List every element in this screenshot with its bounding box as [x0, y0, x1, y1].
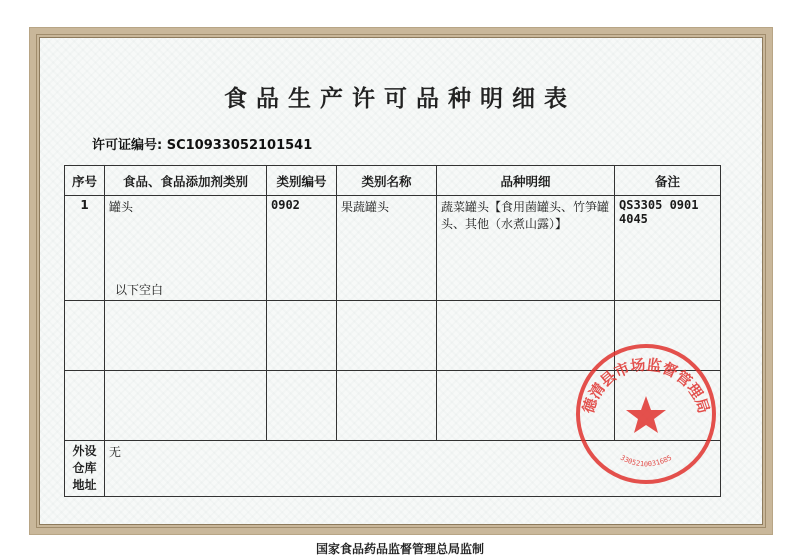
license-number: SC10933052101541 [166, 138, 313, 153]
cell-code: 0902 [267, 196, 337, 301]
seal-star-icon [626, 396, 666, 433]
address-label-line: 地址 [72, 478, 97, 492]
cell-category [105, 196, 267, 301]
empty-cell [105, 301, 267, 371]
empty-cell [337, 301, 437, 371]
empty-cell [337, 371, 437, 441]
address-label-line: 仓库 [72, 461, 97, 475]
empty-cell [267, 301, 337, 371]
header-category: 食品、食品添加剂类别 [105, 166, 267, 196]
empty-cell [65, 301, 105, 371]
header-seq: 序号 [65, 166, 105, 196]
header-name: 类别名称 [337, 166, 437, 196]
empty-cell [65, 371, 105, 441]
license-line [92, 134, 312, 153]
address-label-line: 外设 [72, 444, 97, 458]
seal-text: 德清县市场监督管理局 [579, 355, 713, 416]
cell-detail: 蔬菜罐头【食用菌罐头、竹笋罐头、其他（水煮山露）】 [437, 196, 615, 301]
table-row [65, 196, 721, 301]
empty-cell [105, 371, 267, 441]
address-label [65, 441, 105, 497]
license-label: 许可证编号: [92, 138, 163, 153]
cell-name: 果蔬罐头 [337, 196, 437, 301]
official-seal-icon [572, 340, 720, 488]
cell-seq: 1 [65, 196, 105, 301]
footer-issuer: 国家食品药品监督管理总局监制 [315, 542, 484, 556]
address-value: 无 [105, 441, 721, 497]
header-code: 类别编号 [267, 166, 337, 196]
seal-number: 3305210031685 [618, 453, 674, 469]
category-text: 罐头 [109, 200, 134, 214]
document-title: 食品生产许可品种明细表 [224, 85, 576, 112]
header-remark: 备注 [615, 166, 721, 196]
table-header-row [65, 166, 721, 196]
blank-note: 以下空白 [115, 283, 164, 297]
cell-remark: QS3305 0901 4045 [615, 196, 721, 301]
empty-cell [267, 371, 337, 441]
header-detail: 品种明细 [437, 166, 615, 196]
